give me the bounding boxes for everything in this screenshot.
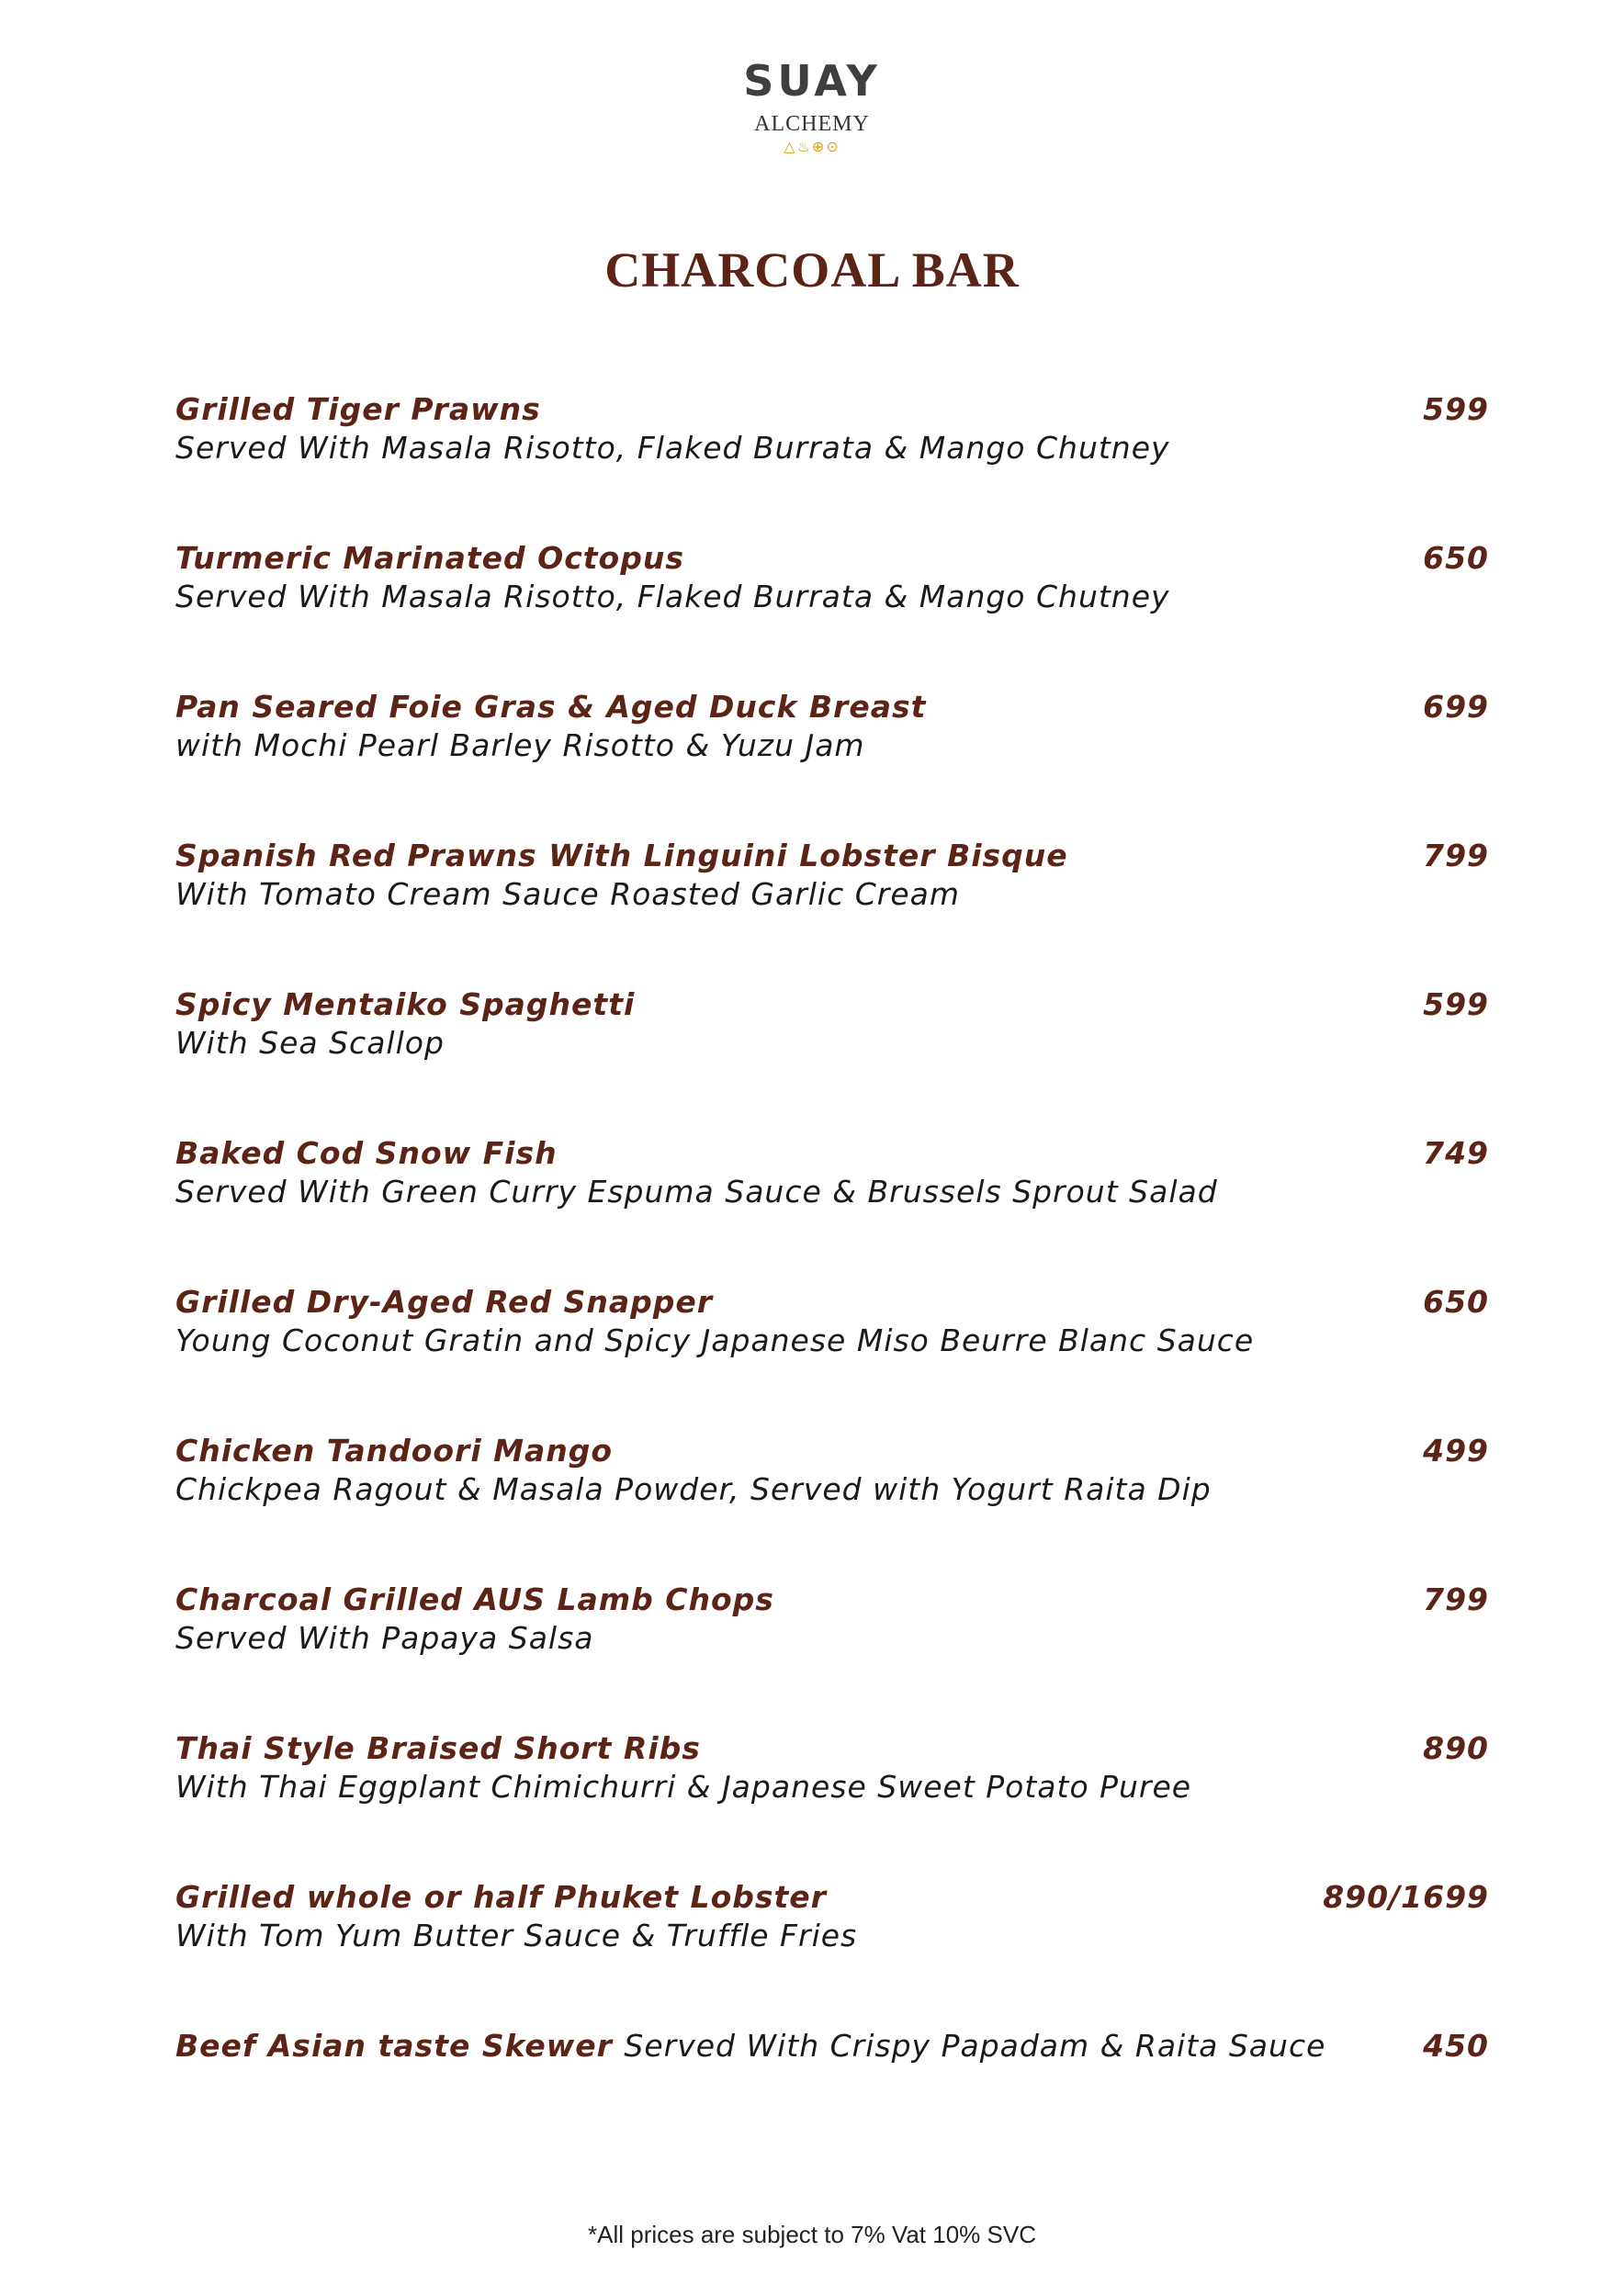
item-name: Spicy Mentaiko Spaghetti [175,986,636,1022]
menu-item [175,1133,1489,1282]
item-price: 650 [1423,540,1489,576]
menu-item [175,1877,1489,2026]
item-name: Spanish Red Prawns With Linguini Lobster Bisque [175,838,1068,873]
item-name: Chicken Tandoori Mango [175,1433,614,1469]
item-description: Served With Green Curry Espuma Sauce & Brussels Sprout Salad [175,1174,1218,1210]
logo-subtitle: ALCHEMY [754,112,870,136]
item-price: 650 [1423,1284,1489,1320]
item-description: With Thai Eggplant Chimichurri & Japanese Sweet Potato Puree [175,1769,1192,1805]
item-description: With Sea Scallop [175,1025,445,1061]
item-name-with-description [175,2026,1325,2066]
logo-wordmark: SUAY [743,56,881,106]
item-description: Young Coconut Gratin and Spicy Japanese Miso Beurre Blanc Sauce [175,1322,1255,1358]
item-price: 499 [1423,1433,1489,1469]
menu-item [175,1728,1489,1877]
item-price: 699 [1423,689,1489,725]
item-description: Served With Masala Risotto, Flaked Burrata & Mango Chutney [175,430,1170,466]
item-description: With Tomato Cream Sauce Roasted Garlic Cream [175,876,961,912]
item-price: 799 [1423,838,1489,873]
menu-item [175,1431,1489,1580]
item-name: Thai Style Braised Short Ribs [175,1730,701,1766]
item-name: Grilled whole or half Phuket Lobster [175,1879,827,1915]
page-title: CHARCOAL BAR [604,242,1020,298]
menu-item [175,985,1489,1133]
item-price: 599 [1423,986,1489,1022]
item-description: Served With Papaya Salsa [175,1620,594,1656]
item-description: Served With Masala Risotto, Flaked Burrata & Mango Chutney [175,579,1170,614]
item-description: Chickpea Ragout & Masala Powder, Served with Yogurt Raita Dip [175,1471,1212,1507]
item-name: Beef Asian taste Skewer [175,2028,613,2064]
item-name: Grilled Dry-Aged Red Snapper [175,1284,714,1320]
item-name: Baked Cod Snow Fish [175,1135,558,1171]
item-name: Pan Seared Foie Gras & Aged Duck Breast [175,689,927,725]
menu-item [175,1282,1489,1431]
item-description: With Tom Yum Butter Sauce & Truffle Fries [175,1918,858,1953]
price-disclaimer: *All prices are subject to 7% Vat 10% SVC [588,2221,1036,2248]
item-description: with Mochi Pearl Barley Risotto & Yuzu Jam [175,727,865,763]
item-description: Served With Crispy Papadam & Raita Sauce [624,2028,1326,2064]
menu-item [175,538,1489,687]
item-name: Charcoal Grilled AUS Lamb Chops [175,1581,774,1617]
logo-glyphs: △♨⊕⊙ [784,138,840,155]
item-price: 450 [1423,2028,1489,2064]
item-price: 890 [1423,1730,1489,1766]
menu-item [175,1580,1489,1728]
item-name: Turmeric Marinated Octopus [175,540,684,576]
menu-item [175,2026,1489,2175]
item-price: 599 [1423,391,1489,427]
logo [0,57,1624,156]
item-price: 799 [1423,1581,1489,1617]
item-price: 749 [1423,1135,1489,1171]
item-price: 890/1699 [1323,1879,1489,1915]
menu-item [175,836,1489,985]
menu-item [175,389,1489,538]
menu-item [175,687,1489,836]
item-name: Grilled Tiger Prawns [175,391,541,427]
menu-list [175,389,1489,2175]
